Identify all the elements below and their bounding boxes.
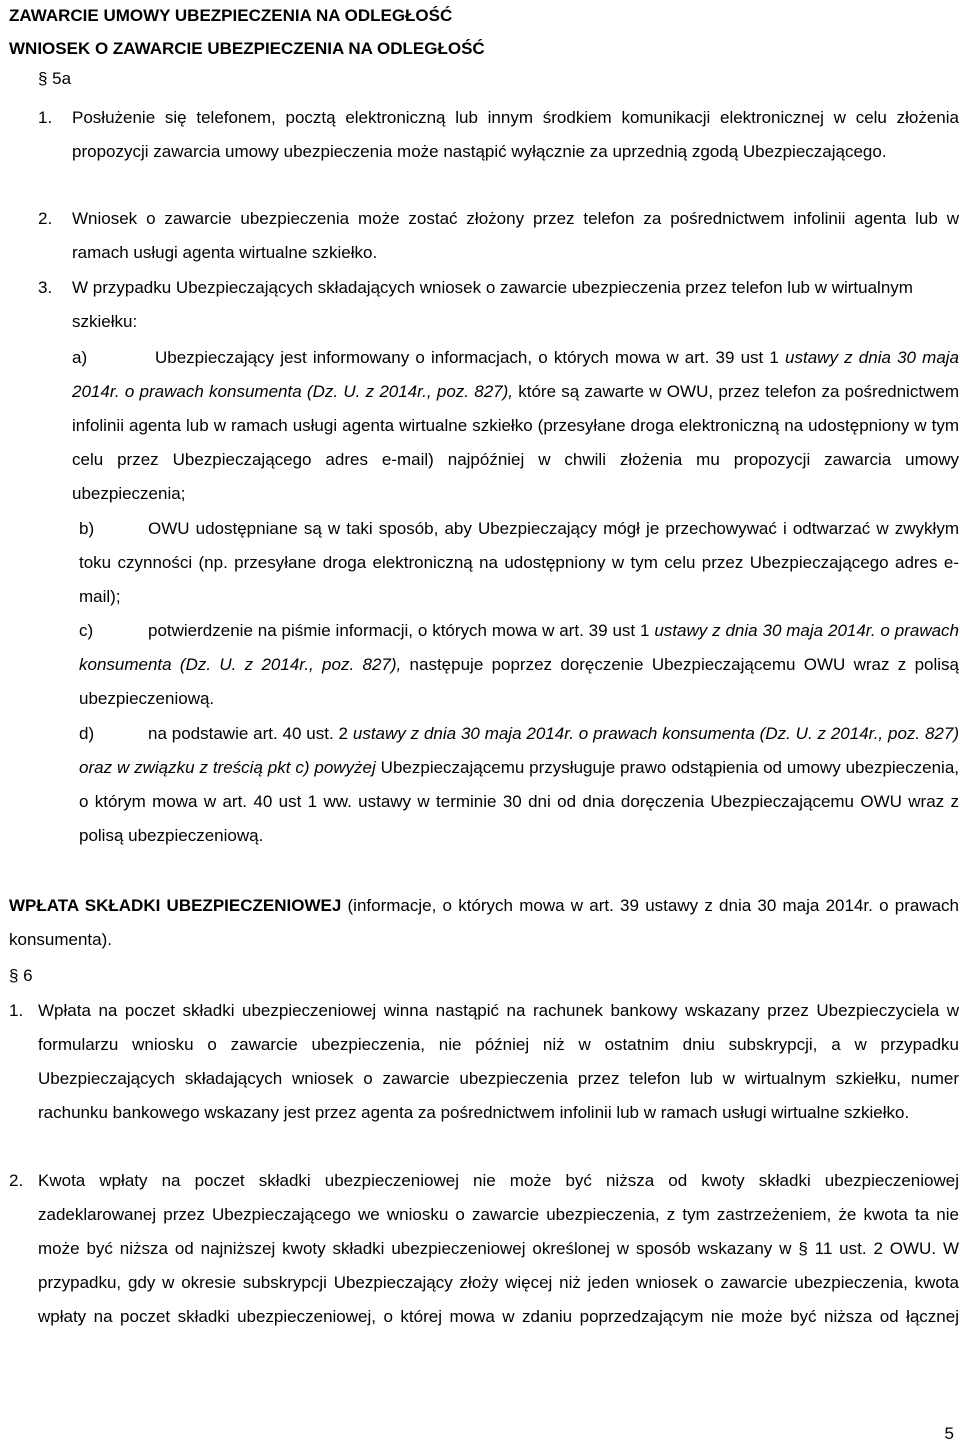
subitem-text: OWU udostępniane są w taki sposób, aby Ubezpieczający mógł je przechowywać i odtwarzać w zwykłym toku czynności (np. przesyłane droga elektroniczną na udostępniony w tym celu przez Ubezpieczającego adres e-mail); [79, 519, 959, 606]
subitem-text [72, 341, 959, 511]
subitem-text [79, 717, 959, 853]
statute-reference: ustawy z dnia 30 maja 2014r. o prawach konsumenta (Dz. U. z 2014r., poz. 827) oraz w związku z treścią pkt c) powyżej [79, 724, 959, 777]
section-heading: WNIOSEK O ZAWARCIE UBEZPIECZENIA NA ODLEGŁOŚĆ [9, 39, 485, 58]
item-number: 1. [9, 1001, 24, 1020]
subitem-label: b) [79, 519, 95, 538]
section-title-note: (informacje, o których mowa w art. 39 ustawy z dnia 30 maja 2014r. o prawach konsumenta). [9, 896, 960, 949]
statute-reference: ustawy z dnia 30 maja 2014r. o prawach konsumenta (Dz. U. z 2014r., poz. 827), [79, 621, 960, 674]
item-text: Posłużenie się telefonem, pocztą elektroniczną lub innym środkiem komunikacji elektronicznej w celu złożenia propozycji zawarcia umowy ubezpieczenia może nastąpić wyłącznie za uprzednią zgodą Ubezpieczającego. [72, 108, 959, 161]
item-text: Kwota wpłaty na poczet składki ubezpieczeniowej nie może być niższa od kwoty składki ubezpieczeniowej zadeklarowanej przez Ubezpieczającego we wniosku o zawarcie ubezpieczenia, z tym zastrzeżeniem, że kwota ta nie może być niższa od najniższej kwoty składki ubezpieczeniowej określonej w sposób wskazany w § 11 ust. 2 OWU. W przypadku, gdy w okresie subskrypcji Ubezpieczający złoży więcej niż jeden wniosek o zawarcie ubezpieczenia, kwota wpłaty na poczet składki ubezpieczeniowej, o której mowa w zdaniu poprzedzającym nie może być niższa od łącznej [38, 1171, 959, 1326]
text-run: potwierdzenie na piśmie informacji, o których mowa w art. 39 ust 1 [148, 621, 655, 640]
subitem-label: d) [79, 724, 95, 743]
page-number: 5 [944, 1424, 954, 1443]
subitem-label: c) [79, 621, 94, 640]
paragraph-label: § 6 [9, 966, 33, 985]
subitem-text [79, 614, 959, 716]
text-run: które są zawarte w OWU, przez telefon za pośrednictwem infolinii agenta lub w ramach usługi agenta wirtualne szkiełko (przesyłane droga elektroniczną na udostępniony w tym celu przez Ubezpieczającego adres e-mail) najpóźniej w chwili złożenia mu propozycji zawarcia umowy ubezpieczenia; [72, 382, 959, 503]
text-run: następuje poprzez doręczenie Ubezpieczającemu OWU wraz z polisą ubezpieczeniową. [79, 655, 959, 708]
item-text: Wniosek o zawarcie ubezpieczenia może zostać złożony przez telefon za pośrednictwem infolinii agenta lub w ramach usługi agenta wirtualne szkiełko. [72, 209, 959, 262]
item-number: 3. [38, 278, 53, 297]
text-run: na podstawie art. 40 ust. 2 [148, 724, 353, 743]
item-number: 2. [9, 1171, 24, 1190]
item-text: W przypadku Ubezpieczających składających wniosek o zawarcie ubezpieczenia przez telefon lub w wirtualnym szkiełku: [72, 278, 913, 331]
paragraph-label: § 5a [38, 69, 72, 88]
text-run: Ubezpieczający jest informowany o informacjach, o których mowa w art. 39 ust 1 [155, 348, 786, 367]
text-run: Ubezpieczającemu przysługuje prawo odstąpienia od umowy ubezpieczenia, o którym mowa w art. 40 ust 1 ww. ustawy w terminie 30 dni od dnia doręczenia Ubezpieczającemu OWU wraz z polisą ubezpieczeniową. [79, 758, 959, 845]
premium-section-heading [9, 889, 959, 957]
section-title: WPŁATA SKŁADKI UBEZPIECZENIOWEJ [9, 896, 342, 915]
item-text: Wpłata na poczet składki ubezpieczeniowej winna nastąpić na rachunek bankowy wskazany przez Ubezpieczyciela w formularzu wniosku o zawarcie ubezpieczenia, nie później niż w ostatnim dniu subskrypcji, a w przypadku Ubezpieczających składających wniosek o zawarcie ubezpieczenia przez telefon lub w wirtualnym szkiełku, numer rachunku bankowego wskazany jest przez agenta za pośrednictwem infolinii lub w ramach usługi wirtualne szkiełko. [38, 1001, 959, 1122]
document-heading: ZAWARCIE UMOWY UBEZPIECZENIA NA ODLEGŁOŚĆ [9, 6, 453, 25]
item-number: 2. [38, 209, 53, 228]
item-number: 1. [38, 108, 53, 127]
statute-reference: ustawy z dnia 30 maja 2014r. o prawach konsumenta (Dz. U. z 2014r., poz. 827), [72, 348, 960, 401]
subitem-label: a) [72, 348, 88, 367]
